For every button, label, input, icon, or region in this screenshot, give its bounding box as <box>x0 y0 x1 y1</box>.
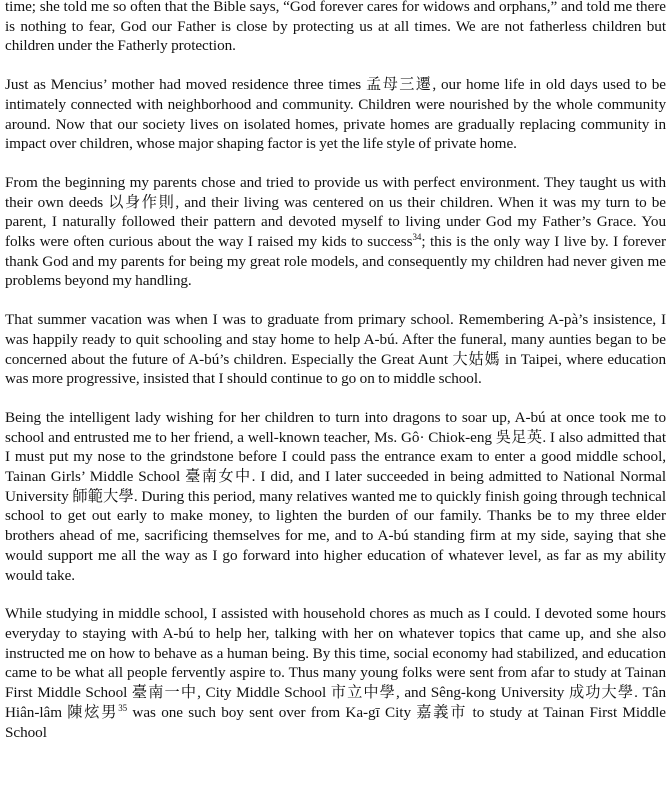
footnote-ref: 35 <box>118 702 128 713</box>
paragraph <box>5 173 666 291</box>
text-run: From the beginning my parents chose and tried to provide us with perfect environment. They taught us with their own deeds 以身作則, and their living was centered on us their children. When it was my turn to be parent, I naturally followed their pattern and devoted myself to living under God my Father’s Grace. You folks were often curious about the way I raised my kids to success <box>5 173 666 251</box>
body-text <box>5 0 666 742</box>
paragraph <box>5 604 666 742</box>
text-run: Just as Mencius’ mother had moved residence three times 孟母三遷, our home life in old days used to be intimately connected with neighborhood and community. Children were nourished by the whole community around. Now that our society lives on isolated homes, private homes are gradually replacing community in impact over children, whose major shaping factor is yet the life style of private home. <box>5 76 666 153</box>
text-run: was one such boy sent over from Ka-gī City 嘉義市 to study at Tainan First Middle School <box>5 703 666 741</box>
paragraph <box>5 408 666 585</box>
paragraph <box>5 310 666 389</box>
footnote-ref: 34 <box>412 231 422 242</box>
text-run: ; this is the only way I live by. I forever thank God and my parents for being my great role models, and consequently my children had never given me problems beyond my handling. <box>5 233 667 290</box>
paragraph <box>5 75 666 154</box>
text-run: That summer vacation was when I was to graduate from primary school. Remembering A-pà’s insistence, I was happily ready to quit schooling and stay home to help A-bú. After the funeral, many aunties began to be concerned about the future of A-bú’s children. Especially the Great Aunt 大姑媽 in Taipei, where education was more progressive, insisted that I should continue to go on to middle school. <box>5 311 666 388</box>
text-run: Being the intelligent lady wishing for her children to turn into dragons to soar up, A-bú at once took me to school and entrusted me to her friend, a well-known teacher, Ms. Gô· Chiok-eng 吳足英. I also admitted that I must put my nose to the grindstone before I could pass the entrance exam to enter a good middle school, Tainan Girls’ Middle School 臺南女中. I did, and I later succeeded in being admitted to National Normal University 師範大學. During this period, many relatives wanted me to quickly finish going through technical school to get out early to make money, to lighten the burden of our family. Thanks be to my three elder brothers ahead of me, sacrificing themselves for me, and to A-bú standing firm at my side, saying that she would support me all the way as I go forward into higher education of whatever level, as far as my ability would take. <box>5 408 666 584</box>
paragraph <box>5 0 666 56</box>
text-run: time; she told me so often that the Bible says, “God forever cares for widows and orphans,” and told me there is nothing to fear, God our Father is close by protecting us at all times. We are not fatherless children but children under the Fatherly protection. <box>5 0 666 55</box>
text-run: While studying in middle school, I assisted with household chores as much as I could. I devoted some hours everyday to staying with A-bú to help her, talking with her on whatever topics that came up, and she also instructed me on how to behave as a human being. By this time, social economy had stabilized, and education came to be what all people fervently aspire to. Thus many young folks were sent from afar to study at Tainan First Middle School 臺南一中, City Middle School 市立中學, and Sêng-kong University 成功大學. Tân Hiân-lâm 陳炫男 <box>5 605 666 721</box>
